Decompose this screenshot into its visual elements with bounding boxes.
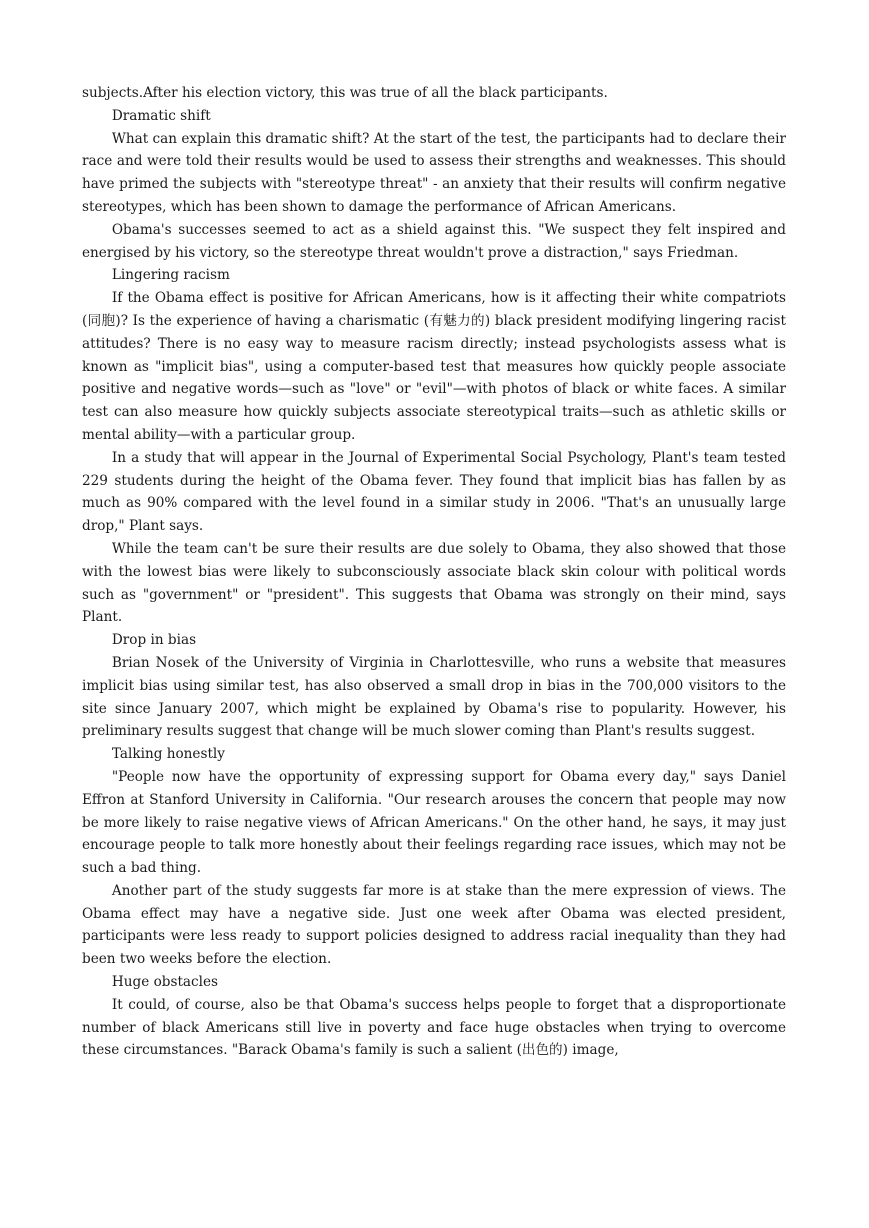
paragraph: What can explain this dramatic shift? At the start of the test, the participants had to declare their race and were told their results would be used to assess their strengths and weaknesses. This should have primed the subjects with "stereotype threat" - an anxiety that their results will confirm negative stereotypes, which has been shown to damage the performance of African Americans. <box>82 130 786 215</box>
paragraph: In a study that will appear in the Journal of Experimental Social Psychology, Plant's team tested 229 students during the height of the Obama fever. They found that implicit bias has fallen by as much as 90% compared with the level found in a similar study in 2006. "That's an unusually large drop," Plant says. <box>82 449 786 535</box>
paragraph: Obama's successes seemed to act as a shield against this. "We suspect they felt inspired and energised by his victory, so the stereotype threat wouldn't prove a distraction," says Friedman. <box>82 221 786 261</box>
section-heading: Huge obstacles <box>111 974 218 991</box>
paragraph: "People now have the opportunity of expressing support for Obama every day," says Daniel Effron at Stanford University in California. "Our research arouses the concern that people may now be more likely to raise negative views of African Americans." On the other hand, he says, it may just encourage people to talk more honestly about their feelings regarding race issues, which may not be such a bad thing. <box>82 768 786 877</box>
section-heading: Lingering racism <box>111 267 230 284</box>
section-heading: Dramatic shift <box>111 107 211 124</box>
paragraph: Another part of the study suggests far more is at stake than the mere expression of views. The Obama effect may have a negative side. Just one week after Obama was elected president, participants were less ready to support policies designed to address racial inequality than they had been two weeks before the election. <box>82 882 786 968</box>
paragraph: subjects.After his election victory, this was true of all the black participants. <box>82 85 608 101</box>
section-heading: Drop in bias <box>111 632 197 649</box>
section-heading: Talking honestly <box>111 746 225 763</box>
document-page <box>82 82 786 1062</box>
paragraph: While the team can't be sure their results are due solely to Obama, they also showed that those with the lowest bias were likely to subconsciously associate black skin colour with political words such as "government" or "president". This suggests that Obama was strongly on their mind, says Plant. <box>82 540 786 626</box>
paragraph: It could, of course, also be that Obama's success helps people to forget that a disproportionate number of black Americans still live in poverty and face huge obstacles when trying to overcome these circumstances. "Barack Obama's family is such a salient (出色的) image, <box>82 996 786 1059</box>
paragraph: If the Obama effect is positive for African Americans, how is it affecting their white compatriots (同胞)? Is the experience of having a charismatic (有魅力的) black president modifying lingering racist attitudes? There is no easy way to measure racism directly; instead psychologists assess what is known as "implicit bias", using a computer-based test that measures how quickly people associate positive and negative words—such as "love" or "evil"—with photos of black or white faces. A similar test can also measure how quickly subjects associate stereotypical traits—such as athletic skills or mental ability—with a particular group. <box>82 290 786 443</box>
paragraph: Brian Nosek of the University of Virginia in Charlottesville, who runs a website that measures implicit bias using similar test, has also observed a small drop in bias in the 700,000 visitors to the site since January 2007, which might be explained by Obama's rise to popularity. However, his preliminary results suggest that change will be much slower coming than Plant's results suggest. <box>82 654 786 740</box>
